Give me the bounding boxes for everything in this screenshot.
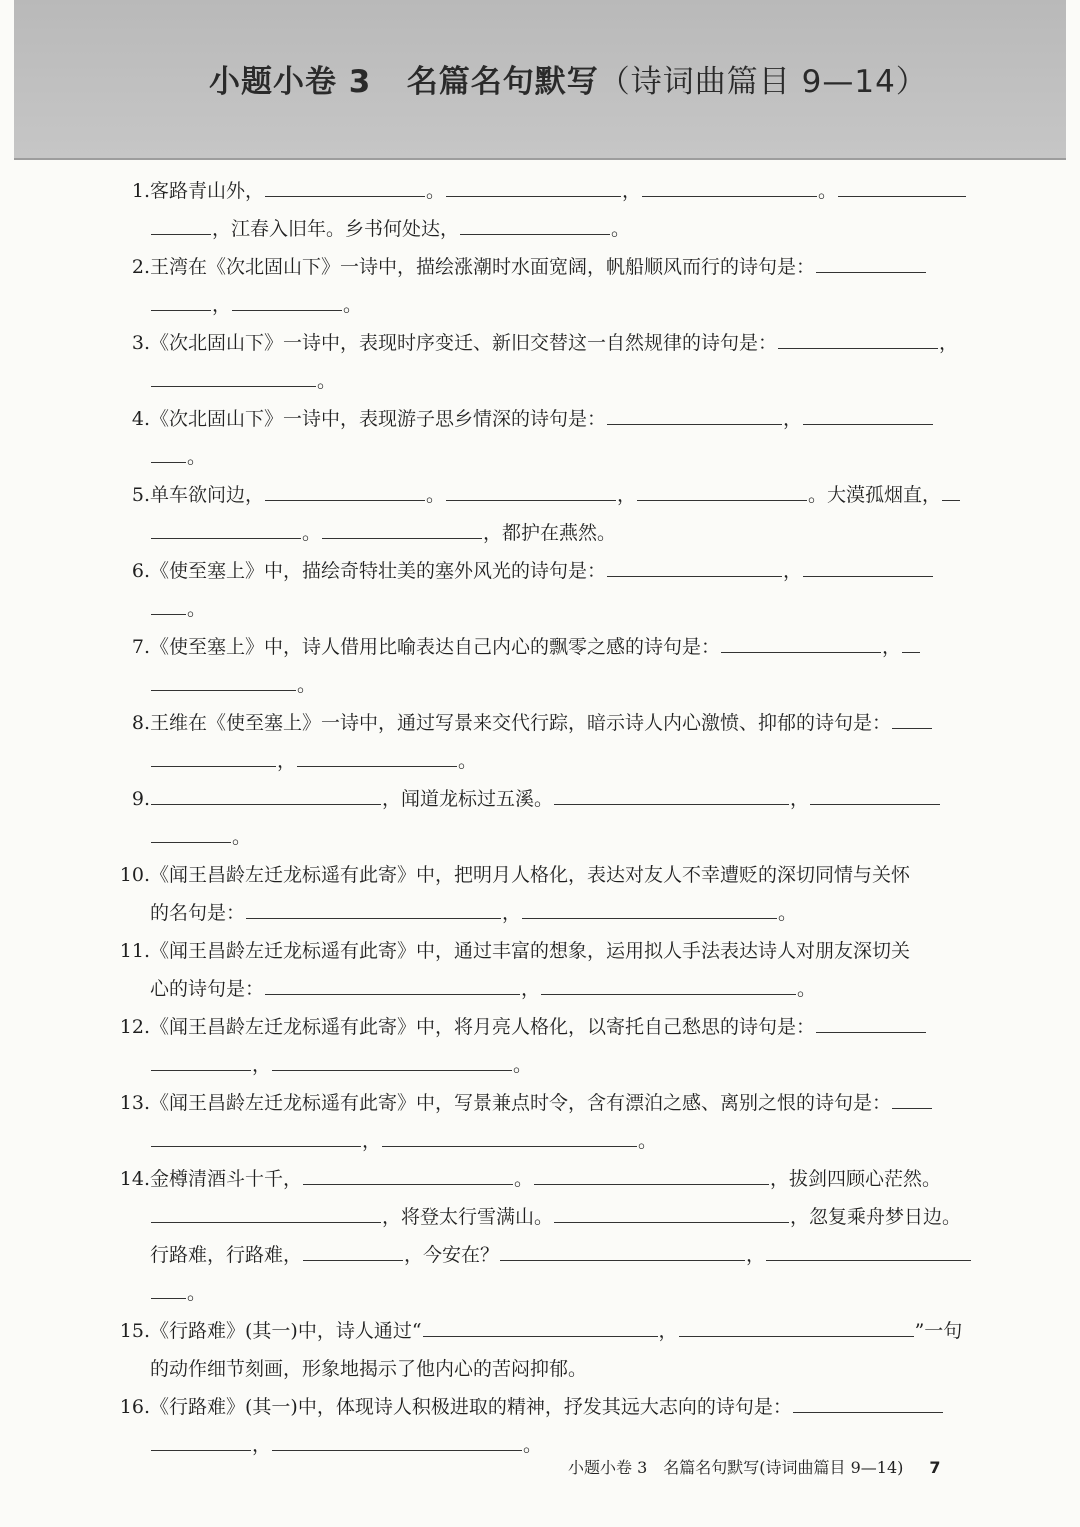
question-text: ，	[277, 750, 297, 772]
question-text: 。	[611, 218, 631, 240]
answer-blank[interactable]	[151, 440, 186, 463]
question-text: ，	[746, 1244, 766, 1266]
footer-text: 小题小卷 3 名篇名句默写(诗词曲篇目 9—14)	[568, 1458, 904, 1477]
question-item	[110, 248, 970, 286]
question-text: 。	[818, 180, 838, 202]
answer-blank[interactable]	[303, 1238, 403, 1261]
question-text: 《闻王昌龄左迁龙标遥有此寄》中，将月亮人格化，以寄托自己愁思的诗句是：	[150, 1016, 816, 1038]
answer-blank[interactable]	[942, 478, 960, 501]
question-text: 。	[297, 674, 317, 696]
answer-blank[interactable]	[522, 896, 777, 919]
answer-blank[interactable]	[500, 1238, 745, 1261]
answer-blank[interactable]	[151, 1124, 361, 1147]
question-text: 《次北固山下》一诗中，表现游子思乡情深的诗句是：	[150, 408, 607, 430]
question-text: 王湾在《次北固山下》一诗中，描绘涨潮时水面宽阔，帆船顺风而行的诗句是：	[150, 256, 816, 278]
question-continuation	[110, 742, 970, 780]
question-number: 6.	[131, 560, 150, 582]
question-number: 8.	[131, 712, 150, 734]
question-text: 。	[797, 978, 817, 1000]
answer-blank[interactable]	[554, 782, 789, 805]
question-continuation	[110, 1274, 970, 1312]
answer-blank[interactable]	[810, 782, 940, 805]
answer-blank[interactable]	[892, 1086, 932, 1109]
question-text: 《闻王昌龄左迁龙标遥有此寄》中，写景兼点时令，含有漂泊之感、离别之恨的诗句是：	[150, 1092, 892, 1114]
question-number: 3.	[131, 332, 150, 354]
question-text: ，	[783, 408, 803, 430]
question-number: 16.	[119, 1396, 150, 1418]
question-item	[110, 932, 970, 970]
answer-blank[interactable]	[460, 212, 610, 235]
question-number: 10.	[119, 864, 150, 886]
question-text: ，	[502, 902, 522, 924]
question-text: ”一句	[914, 1320, 963, 1342]
question-item	[110, 1084, 970, 1122]
question-continuation	[110, 438, 970, 476]
question-text: ，	[622, 180, 642, 202]
question-text: ，今安在？	[404, 1244, 500, 1266]
question-text: 。	[187, 1282, 207, 1304]
question-number: 5.	[131, 484, 150, 506]
question-text: 《使至塞上》中，描绘奇特壮美的塞外风光的诗句是：	[150, 560, 607, 582]
question-text: 《使至塞上》中，诗人借用比喻表达自己内心的飘零之感的诗句是：	[150, 636, 721, 658]
answer-blank[interactable]	[446, 478, 616, 501]
answer-blank[interactable]	[151, 668, 296, 691]
answer-blank[interactable]	[151, 364, 316, 387]
question-item	[110, 704, 970, 742]
question-text: ，	[882, 636, 902, 658]
question-continuation	[110, 210, 970, 248]
question-text: 。	[232, 826, 252, 848]
answer-blank[interactable]	[892, 706, 932, 729]
question-text: 行路难，行路难，	[150, 1244, 303, 1266]
question-number: 12.	[119, 1016, 150, 1038]
question-text: 。	[513, 1054, 533, 1076]
question-number: 9.	[131, 788, 150, 810]
question-text: ，	[658, 1320, 678, 1342]
question-item	[110, 324, 970, 362]
question-text: 王维在《使至塞上》一诗中，通过写景来交代行踪，暗示诗人内心激愤、抑郁的诗句是：	[150, 712, 892, 734]
question-continuation	[110, 514, 970, 552]
question-continuation	[110, 970, 970, 1008]
question-text: 《闻王昌龄左迁龙标遥有此寄》中，通过丰富的想象，运用拟人手法表达诗人对朋友深切关	[150, 940, 911, 962]
answer-blank[interactable]	[232, 288, 342, 311]
question-text: 金樽清酒斗十千，	[150, 1168, 303, 1190]
question-text: 客路青山外，	[150, 180, 265, 202]
answer-blank[interactable]	[151, 744, 276, 767]
question-item	[110, 780, 970, 818]
question-text: 《闻王昌龄左迁龙标遥有此寄》中，把明月人格化，表达对友人不幸遭贬的深切同情与关怀	[150, 864, 911, 886]
answer-blank[interactable]	[265, 174, 425, 197]
question-text: ，忽复乘舟梦日边。	[790, 1206, 962, 1228]
answer-blank[interactable]	[151, 1048, 251, 1071]
answer-blank[interactable]	[554, 1200, 789, 1223]
answer-blank[interactable]	[607, 554, 782, 577]
question-item	[110, 1312, 970, 1350]
question-list	[110, 172, 970, 1464]
question-continuation	[110, 1350, 970, 1388]
answer-blank[interactable]	[151, 1200, 381, 1223]
question-text: 的名句是：	[150, 902, 246, 924]
question-text: 。	[426, 180, 446, 202]
question-text: 单车欲问边，	[150, 484, 265, 506]
question-item	[110, 1008, 970, 1046]
question-item	[110, 476, 970, 514]
answer-blank[interactable]	[423, 1314, 658, 1337]
question-number: 14.	[119, 1168, 150, 1190]
question-text: 。	[523, 1434, 543, 1456]
answer-blank[interactable]	[272, 1048, 512, 1071]
answer-blank[interactable]	[766, 1238, 971, 1261]
question-text: ，江春入旧年。乡书何处达，	[212, 218, 460, 240]
question-text: 的动作细节刻画，形象地揭示了他内心的苦闷抑郁。	[150, 1358, 588, 1380]
question-text: 心的诗句是：	[150, 978, 265, 1000]
question-text: ，	[939, 332, 959, 354]
answer-blank[interactable]	[151, 516, 301, 539]
answer-blank[interactable]	[793, 1390, 943, 1413]
question-text: ，	[521, 978, 541, 1000]
answer-blank[interactable]	[246, 896, 501, 919]
answer-blank[interactable]	[838, 174, 966, 197]
question-text: ，拔剑四顾心茫然。	[770, 1168, 942, 1190]
answer-blank[interactable]	[902, 630, 920, 653]
answer-blank[interactable]	[679, 1314, 914, 1337]
question-item	[110, 1388, 970, 1426]
question-text: 《次北固山下》一诗中，表现时序变迁、新旧交替这一自然规律的诗句是：	[150, 332, 778, 354]
page-number: 7	[929, 1458, 941, 1477]
question-item	[110, 172, 970, 210]
answer-blank[interactable]	[637, 478, 807, 501]
question-text: 。	[343, 294, 363, 316]
question-continuation	[110, 286, 970, 324]
answer-blank[interactable]	[297, 744, 457, 767]
question-text: 。	[778, 902, 798, 924]
answer-blank[interactable]	[607, 402, 782, 425]
answer-blank[interactable]	[151, 820, 231, 843]
question-text: ，	[212, 294, 232, 316]
title-sub: 名篇名句默写	[406, 64, 599, 100]
question-text: ，	[252, 1434, 272, 1456]
question-number: 7.	[131, 636, 150, 658]
answer-blank[interactable]	[303, 1162, 513, 1185]
question-number: 11.	[119, 940, 150, 962]
question-text: ，将登太行雪满山。	[382, 1206, 554, 1228]
answer-blank[interactable]	[541, 972, 796, 995]
question-continuation	[110, 666, 970, 704]
question-continuation	[110, 818, 970, 856]
question-text: ，闻道龙标过五溪。	[382, 788, 554, 810]
header-band	[14, 0, 1066, 160]
answer-blank[interactable]	[151, 592, 186, 615]
question-continuation	[110, 1122, 970, 1160]
question-text: ，	[790, 788, 810, 810]
answer-blank[interactable]	[816, 1010, 926, 1033]
title-main: 小题小卷 3	[209, 64, 372, 100]
page-footer	[568, 1455, 941, 1478]
question-continuation	[110, 1236, 970, 1274]
question-number: 1.	[131, 180, 150, 202]
question-item	[110, 856, 970, 894]
answer-blank[interactable]	[272, 1428, 522, 1451]
question-text: 《行路难》(其一)中，体现诗人积极进取的精神，抒发其远大志向的诗句是：	[150, 1396, 792, 1418]
question-text: ，	[362, 1130, 382, 1152]
question-text: 。	[638, 1130, 658, 1152]
answer-blank[interactable]	[534, 1162, 769, 1185]
page-title	[209, 56, 928, 101]
answer-blank[interactable]	[778, 326, 938, 349]
question-item	[110, 628, 970, 666]
answer-blank[interactable]	[382, 1124, 637, 1147]
question-item	[110, 552, 970, 590]
question-text: 。	[187, 446, 207, 468]
question-item	[110, 1160, 970, 1198]
question-text: 。	[317, 370, 337, 392]
answer-blank[interactable]	[151, 212, 211, 235]
question-item	[110, 400, 970, 438]
question-number: 2.	[131, 256, 150, 278]
answer-blank[interactable]	[322, 516, 482, 539]
title-paren: （诗词曲篇目 9—14）	[598, 64, 928, 100]
answer-blank[interactable]	[265, 972, 520, 995]
question-continuation	[110, 894, 970, 932]
question-text: 。大漠孤烟直，	[808, 484, 942, 506]
question-text: 《行路难》(其一)中，诗人通过“	[150, 1320, 422, 1342]
question-text: 。	[426, 484, 446, 506]
question-text: ，	[252, 1054, 272, 1076]
answer-blank[interactable]	[446, 174, 621, 197]
question-text: 。	[514, 1168, 534, 1190]
question-continuation	[110, 362, 970, 400]
question-number: 13.	[119, 1092, 150, 1114]
answer-blank[interactable]	[642, 174, 817, 197]
question-text: 。	[187, 598, 207, 620]
answer-blank[interactable]	[151, 1276, 186, 1299]
question-continuation	[110, 1046, 970, 1084]
question-number: 15.	[119, 1320, 150, 1342]
answer-blank[interactable]	[151, 782, 381, 805]
question-text: ，都护在燕然。	[483, 522, 617, 544]
question-text: ，	[617, 484, 637, 506]
answer-blank[interactable]	[151, 288, 211, 311]
answer-blank[interactable]	[803, 402, 933, 425]
answer-blank[interactable]	[721, 630, 881, 653]
question-continuation	[110, 590, 970, 628]
question-text: 。	[458, 750, 478, 772]
answer-blank[interactable]	[265, 478, 425, 501]
answer-blank[interactable]	[816, 250, 926, 273]
question-number: 4.	[131, 408, 150, 430]
question-text: ，	[783, 560, 803, 582]
question-text: 。	[302, 522, 322, 544]
answer-blank[interactable]	[803, 554, 933, 577]
answer-blank[interactable]	[151, 1428, 251, 1451]
question-continuation	[110, 1198, 970, 1236]
